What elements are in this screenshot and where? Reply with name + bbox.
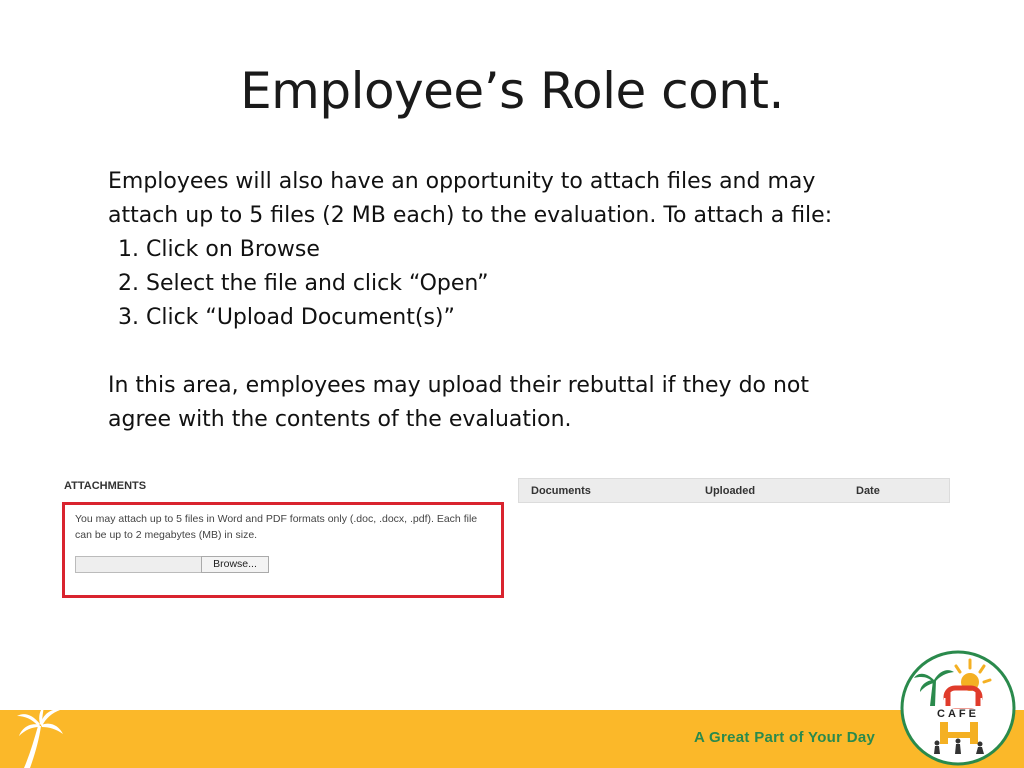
notice-line-1: You may attach up to 5 files in Word and PDF formats only (.doc, .docx, .pdf). Each file <box>75 513 478 525</box>
attachments-notice <box>75 511 500 543</box>
column-documents[interactable]: Documents <box>531 485 591 497</box>
steps-list <box>108 233 908 335</box>
intro-line-2: attach up to 5 files (2 MB each) to the evaluation. To attach a file: <box>108 203 833 228</box>
file-path-input[interactable] <box>75 556 203 573</box>
slide-body <box>108 165 908 437</box>
browse-button[interactable]: Browse... <box>201 556 269 573</box>
palm-tree-icon <box>16 706 64 768</box>
slide-title: Employee’s Role cont. <box>240 62 784 120</box>
closing-line-1: In this area, employees may upload their rebuttal if they do not <box>108 373 810 398</box>
logo-text: CAFE <box>937 708 979 720</box>
attachments-panel <box>62 502 504 598</box>
column-date[interactable]: Date <box>856 485 880 497</box>
documents-table-header <box>518 478 950 503</box>
closing-line-2: agree with the contents of the evaluation. <box>108 407 572 432</box>
step-item: 3. Click “Upload Document(s)” <box>146 301 908 335</box>
footer-tagline: A Great Part of Your Day <box>694 729 876 746</box>
notice-line-2: can be up to 2 megabytes (MB) in size. <box>75 529 258 541</box>
attachments-heading: ATTACHMENTS <box>64 480 147 492</box>
step-item: 2. Select the file and click “Open” <box>146 267 908 301</box>
step-item: 1. Click on Browse <box>146 233 908 267</box>
intro-line-1: Employees will also have an opportunity to attach files and may <box>108 169 816 194</box>
column-uploaded[interactable]: Uploaded <box>705 485 756 497</box>
cafe-logo <box>900 650 1020 766</box>
